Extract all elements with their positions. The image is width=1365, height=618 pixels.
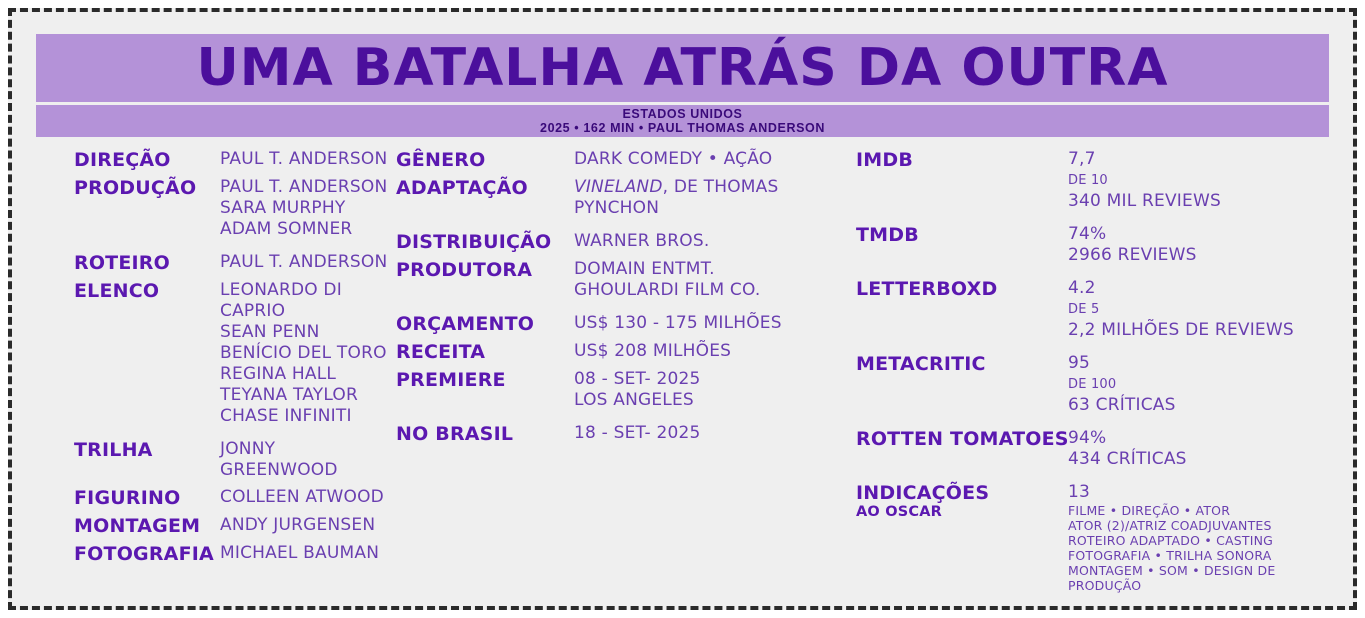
- oscar-label-main: INDICAÇÕES: [856, 482, 990, 504]
- credit-row-producao: [74, 177, 396, 240]
- rating-score: 4.2: [1068, 278, 1096, 298]
- info-columns: [12, 149, 1353, 599]
- credit-value: MICHAEL BAUMAN: [220, 543, 380, 563]
- oscar-category-line: PRODUÇÃO: [1068, 578, 1142, 593]
- oscar-category-line: ROTEIRO ADAPTADO • CASTING: [1068, 533, 1274, 548]
- production-value: WARNER BROS.: [574, 231, 710, 251]
- production-label: ORÇAMENTO: [396, 313, 535, 335]
- production-label: RECEITA: [396, 341, 486, 363]
- rating-count: 2966 REVIEWS: [1068, 245, 1197, 265]
- rating-score: 95: [1068, 353, 1091, 373]
- credit-row-elenco: [74, 280, 396, 427]
- production-label: PRODUTORA: [396, 259, 533, 281]
- credit-label: ROTEIRO: [74, 252, 170, 274]
- rating-label: METACRITIC: [856, 353, 986, 375]
- rating-value: [1068, 428, 1306, 470]
- credit-label: PRODUÇÃO: [74, 177, 197, 199]
- production-value: [574, 177, 824, 219]
- production-label: NO BRASIL: [396, 423, 514, 445]
- credit-row-direcao: [74, 149, 396, 171]
- credit-row-roteiro: [74, 252, 396, 274]
- source-novel-author: , DE THOMAS PYNCHON: [574, 177, 779, 218]
- production-label: PREMIERE: [396, 369, 506, 391]
- rating-label: IMDB: [856, 149, 914, 171]
- production-row-adaptacao: [396, 177, 836, 219]
- production-row-receita: [396, 341, 836, 363]
- production-label: ADAPTAÇÃO: [396, 177, 528, 199]
- credit-label: TRILHA: [74, 439, 153, 461]
- production-value: DARK COMEDY • AÇÃO: [574, 149, 773, 169]
- credit-value: JONNY GREENWOOD: [220, 439, 338, 480]
- oscar-count: 13: [1068, 482, 1091, 502]
- rating-row-rotten-tomatoes: [856, 428, 1306, 470]
- oscar-label-sub: AO OSCAR: [856, 504, 942, 520]
- oscar-category-line: FOTOGRAFIA • TRILHA SONORA: [1068, 548, 1272, 563]
- credits-column: [36, 149, 396, 571]
- rating-label: LETTERBOXD: [856, 278, 998, 300]
- production-label: DISTRIBUIÇÃO: [396, 231, 552, 253]
- production-value: US$ 130 - 175 MILHÕES: [574, 313, 782, 333]
- oscar-nominations-row: [856, 482, 1306, 593]
- movie-info-card: [8, 8, 1357, 610]
- production-value: US$ 208 MILHÕES: [574, 341, 732, 361]
- rating-count: 2,2 MILHÕES DE REVIEWS: [1068, 320, 1294, 340]
- rating-value: [1068, 353, 1306, 416]
- production-row-premiere: [396, 369, 836, 411]
- credit-row-fotografia: [74, 543, 396, 565]
- oscar-category-line: FILME • DIREÇÃO • ATOR: [1068, 503, 1231, 518]
- rating-label: ROTTEN TOMATOES: [856, 428, 1069, 450]
- rating-row-tmdb: [856, 224, 1306, 266]
- oscar-value: [1068, 482, 1306, 593]
- rating-value: [1068, 224, 1306, 266]
- rating-score: 7,7: [1068, 149, 1096, 169]
- production-row-genero: [396, 149, 836, 171]
- credit-row-montagem: [74, 515, 396, 537]
- production-value: DOMAIN ENTMT. GHOULARDI FILM CO.: [574, 259, 761, 300]
- meta-label: 2025 • 162 MIN • PAUL THOMAS ANDERSON: [540, 121, 825, 135]
- production-value: 18 - SET- 2025: [574, 423, 701, 443]
- credit-label: ELENCO: [74, 280, 160, 302]
- credit-value: PAUL T. ANDERSON: [220, 252, 388, 272]
- rating-row-imdb: [856, 149, 1306, 212]
- production-row-distribuicao: [396, 231, 836, 253]
- ratings-column: [836, 149, 1306, 599]
- rating-count: 434 CRÍTICAS: [1068, 449, 1187, 469]
- title-bar: [36, 34, 1329, 102]
- credit-row-figurino: [74, 487, 396, 509]
- rating-count: 63 CRÍTICAS: [1068, 395, 1176, 415]
- production-row-no-brasil: [396, 423, 836, 445]
- production-label: GÊNERO: [396, 149, 486, 171]
- production-row-produtora: [396, 259, 836, 301]
- credit-label: DIREÇÃO: [74, 149, 171, 171]
- credit-label: FOTOGRAFIA: [74, 543, 214, 565]
- page-title: UMA BATALHA ATRÁS DA OUTRA: [196, 38, 1169, 98]
- production-column: [396, 149, 836, 451]
- rating-label: TMDB: [856, 224, 919, 246]
- subtitle-bar: [36, 105, 1329, 137]
- credit-label: FIGURINO: [74, 487, 181, 509]
- rating-score: 94%: [1068, 428, 1107, 448]
- rating-count: 340 MIL REVIEWS: [1068, 191, 1221, 211]
- production-row-orcamento: [396, 313, 836, 335]
- credit-row-trilha: [74, 439, 396, 481]
- rating-score: 74%: [1068, 224, 1107, 244]
- oscar-category-line: ATOR (2)/ATRIZ COADJUVANTES: [1068, 518, 1272, 533]
- source-novel-title: VINELAND: [574, 177, 663, 197]
- rating-row-metacritic: [856, 353, 1306, 416]
- credit-value: PAUL T. ANDERSON SARA MURPHY ADAM SOMNER: [220, 177, 388, 239]
- oscar-label: [856, 482, 1068, 520]
- credit-value: ANDY JURGENSEN: [220, 515, 376, 535]
- oscar-category-line: MONTAGEM • SOM • DESIGN DE: [1068, 563, 1276, 578]
- rating-scale: DE 100: [1068, 377, 1117, 392]
- production-value: 08 - SET- 2025 LOS ANGELES: [574, 369, 701, 410]
- rating-row-letterboxd: [856, 278, 1306, 341]
- rating-value: [1068, 278, 1306, 341]
- credit-value: PAUL T. ANDERSON: [220, 149, 388, 169]
- country-label: ESTADOS UNIDOS: [622, 107, 743, 121]
- rating-value: [1068, 149, 1306, 212]
- credit-label: MONTAGEM: [74, 515, 201, 537]
- rating-scale: DE 10: [1068, 173, 1108, 188]
- credit-value: LEONARDO DI CAPRIO SEAN PENN BENÍCIO DEL TORO REGINA HALL TEYANA TAYLOR CHASE INFINITI: [220, 280, 387, 426]
- credit-value: COLLEEN ATWOOD: [220, 487, 384, 507]
- rating-scale: DE 5: [1068, 302, 1100, 317]
